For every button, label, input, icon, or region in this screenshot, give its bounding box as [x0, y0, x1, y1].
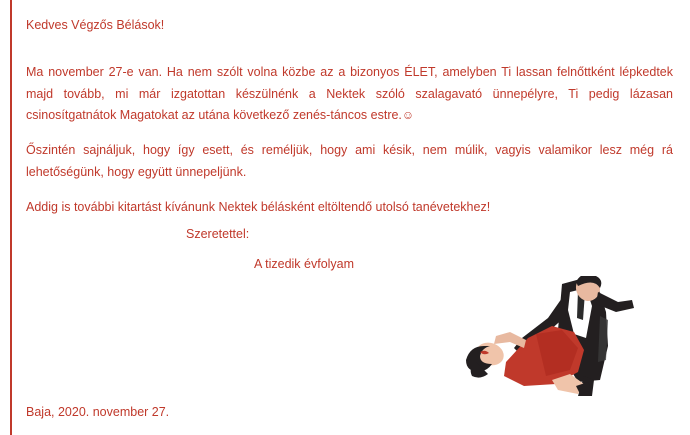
signature-line: A tizedik évfolyam — [254, 257, 355, 271]
greeting-line: Kedves Végzős Bélások! — [26, 18, 165, 32]
closing-line: Szeretettel: — [186, 227, 250, 241]
dancing-couple-illustration — [466, 276, 646, 398]
paragraph-three: Addig is további kitartást kívánunk Nektek bélásként eltöltendő utolsó tanévetekhez! — [26, 200, 491, 214]
paragraph-one — [26, 62, 673, 127]
left-margin-rule — [10, 0, 12, 435]
smiley-icon: ☺ — [401, 108, 415, 122]
paragraph-two: Őszintén sajnáljuk, hogy így esett, és reméljük, hogy ami késik, nem múlik, vagyis valamikor lesz még rá lehetőségünk, hogy együtt ünnepeljünk. — [26, 143, 673, 179]
place-and-date: Baja, 2020. november 27. — [26, 405, 170, 419]
paragraph-one-text: Ma november 27-e van. Ha nem szólt volna közbe az a bizonyos ÉLET, amelyben Ti lassan felnőttként lépkedtek majd tovább, mi már izgatottan készülnénk a Nektek szóló szalagavató ünnepélyre, Ti pedig lázasan csinosítgatnátok Magatokat az utána következő zenés-táncos estre. — [26, 65, 673, 122]
